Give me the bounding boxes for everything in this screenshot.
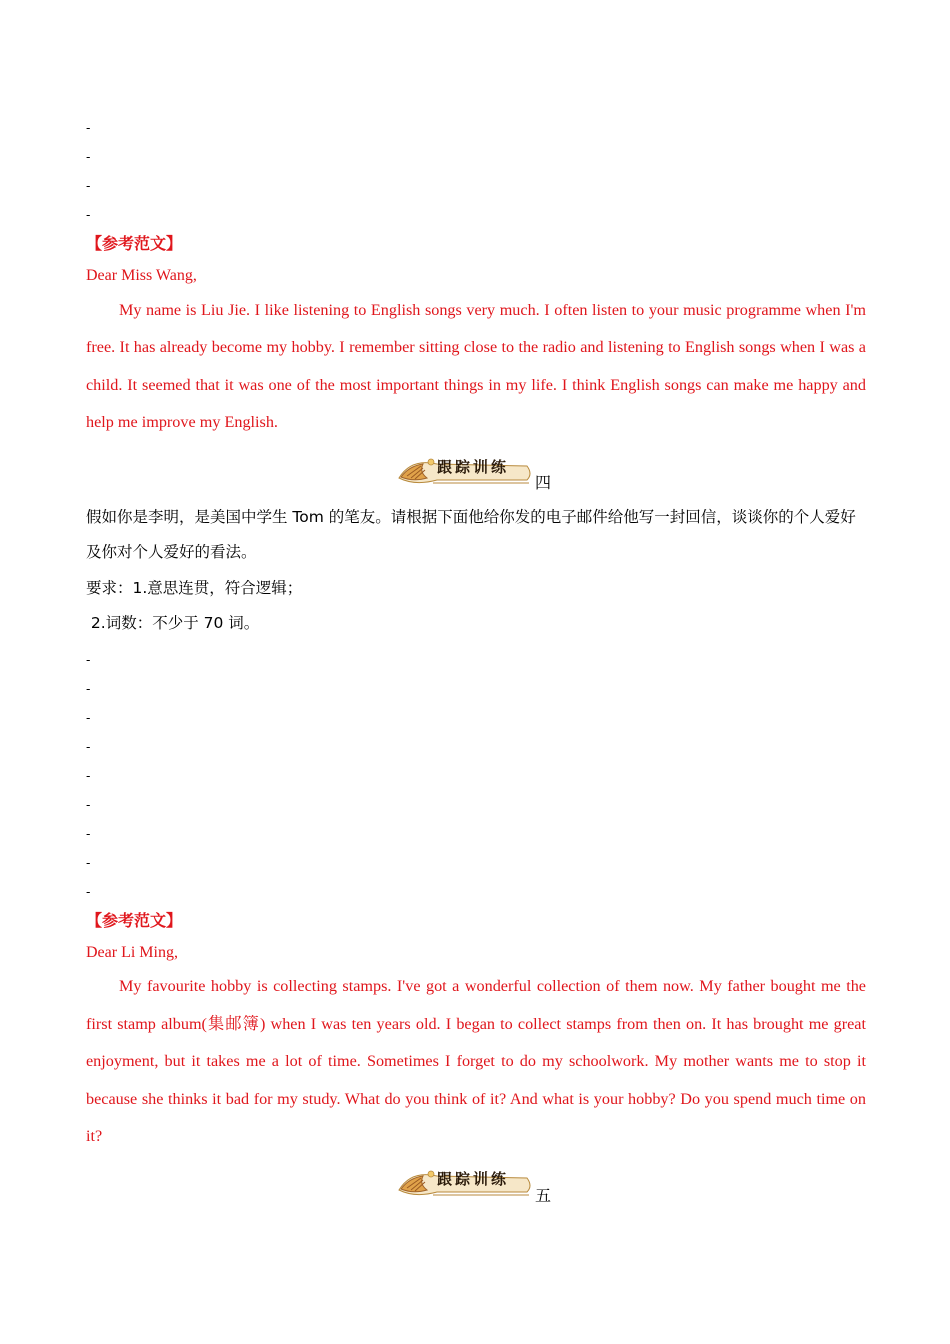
dash-marker: -: [86, 208, 91, 223]
dash-marker: -: [86, 653, 91, 668]
reference-essay-body: [86, 292, 866, 441]
dash-marker: -: [86, 769, 91, 784]
practice-banner: [397, 450, 537, 490]
banner-number: 五: [535, 1186, 552, 1205]
letter-greeting: Dear Li Ming,: [86, 944, 178, 961]
dash-marker: -: [86, 885, 91, 900]
dash-marker: -: [86, 121, 91, 136]
practice-banner: [397, 1162, 537, 1202]
dash-marker: -: [86, 682, 91, 697]
task-prompt: 假如你是李明，是美国中学生 Tom 的笔友。请根据下面他给你发的电子邮件给他写一封回信，谈谈你的个人爱好及你对个人爱好的看法。: [86, 508, 856, 561]
dash-marker: -: [86, 179, 91, 194]
letter-greeting: Dear Miss Wang,: [86, 267, 197, 284]
dash-marker: -: [86, 856, 91, 871]
task-requirement-1: 要求：1.意思连贯，符合逻辑；: [86, 579, 303, 597]
banner-number: 四: [535, 473, 552, 492]
reference-essay-label: 【参考范文】: [86, 911, 183, 930]
banner-title: 跟踪训练: [437, 458, 510, 476]
dash-marker: -: [86, 150, 91, 165]
banner-title: 跟踪训练: [437, 1170, 510, 1188]
task-requirement-2: 2.词数：不少于 70 词。: [86, 614, 260, 632]
dash-marker: -: [86, 827, 91, 842]
reference-essay-body: [86, 968, 866, 1156]
dash-marker: -: [86, 740, 91, 755]
reference-essay-label: 【参考范文】: [86, 234, 183, 253]
dash-marker: -: [86, 711, 91, 726]
dash-marker: -: [86, 798, 91, 813]
essay-text: My name is Liu Jie. I like listening to English songs very much. I often listen to your music programme when I'm free. It has already become my hobby. I remember sitting close to the radio and listening to English songs when I was a child. It seemed that it was one of the most important things in my life. I think English songs can make me happy and help me improve my English.: [86, 301, 866, 431]
essay-text: My favourite hobby is collecting stamps. I've got a wonderful collection of them now. My father bought me the first stamp album(集邮簿) when I was ten years old. I began to collect stamps from then on. It has brought me great enjoyment, but it takes me a lot of time. Sometimes I forget to do my schoolwork. My mother wants me to stop it because she thinks it bad for my study. What do you think of it? And what is your hobby? Do you spend much time on it?: [86, 977, 866, 1146]
